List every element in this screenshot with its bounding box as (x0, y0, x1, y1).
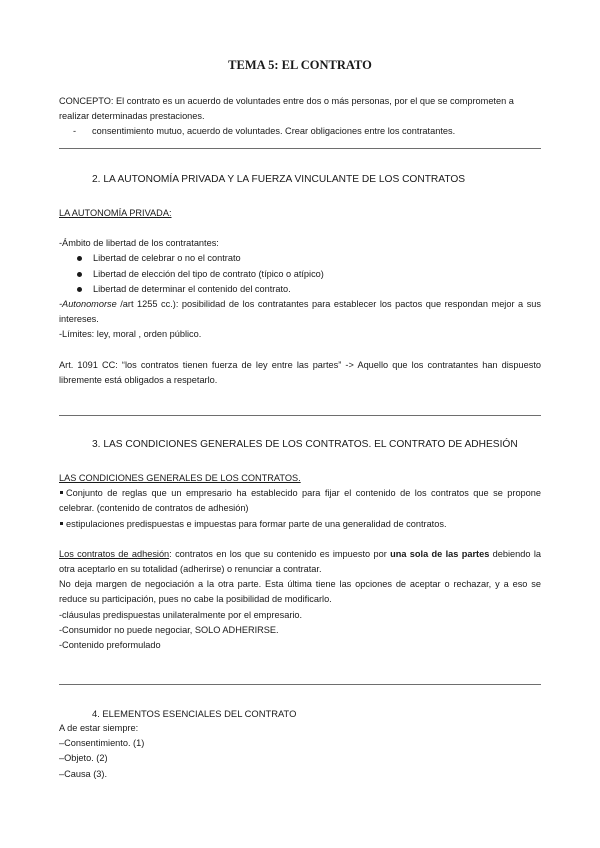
section-3-heading: 3. LAS CONDICIONES GENERALES DE LOS CONTRATOS. EL CONTRATO DE ADHESIÓN (92, 439, 518, 450)
divider-3 (59, 684, 541, 685)
section-2-subheading: LA AUTONOMÍA PRIVADA: (59, 208, 172, 218)
list-item: Libertad de celebrar o no el contrato (59, 251, 541, 266)
section-4-body (59, 721, 541, 782)
ambito-line: -Ámbito de libertad de los contratantes: (59, 238, 219, 249)
consumidor-line: -Consumidor no puede negociar, SOLO ADHERIRSE. (59, 624, 279, 635)
adhesion-term: Los contratos de adhesión (59, 548, 170, 559)
section-3-subheading: LAS CONDICIONES GENERALES DE LOS CONTRATOS. (59, 473, 301, 483)
elemento-item: –Causa (3). (59, 768, 108, 779)
bullet-icon (77, 272, 82, 277)
divider-2 (59, 415, 541, 416)
page-title: TEMA 5: EL CONTRATO (228, 58, 372, 72)
concepto-paragraph: CONCEPTO: El contrato es un acuerdo de voluntades entre dos o más personas, por el que se comprometen a realizar determinadas prestaciones. (59, 96, 514, 122)
square-bullet-icon (60, 522, 63, 525)
list-item: Libertad de elección del tipo de contrato (típico o atípico) (59, 267, 541, 282)
elemento-item: –Consentimiento. (1) (59, 738, 145, 749)
section-4-intro: A de estar siempre: (59, 723, 139, 733)
dash-marker: - (73, 126, 77, 137)
bullet-icon (77, 256, 82, 261)
dash-item-text: consentimiento mutuo, acuerdo de voluntades. Crear obligaciones entre los contratantes. (92, 126, 456, 137)
section-2-body (59, 206, 541, 388)
concepto-dash-item (59, 124, 541, 139)
autonomorse-term: -Autonomorse (59, 299, 117, 310)
elemento-item: –Objeto. (2) (59, 753, 108, 764)
section-3-body (59, 471, 541, 653)
art-1091-paragraph: Art. 1091 CC: “los contratos tienen fuerza de ley entre las partes” -> Aquello que los contratantes han dispuesto libremente está obligados a respetarlo. (59, 359, 541, 385)
margen-paragraph: No deja margen de negociación a la otra parte. Esta última tiene las opciones de aceptar o rechazar, y a eso se reduce su participación, pues no cabe la posibilidad de modificarlo. (59, 579, 541, 605)
condiciones-bullet-1: Conjunto de reglas que un empresario ha establecido para fijar el contenido de los contratos que se propone celebrar. (contenido de contratos de adhesión) (59, 488, 541, 514)
section-2-heading: 2. LA AUTONOMÍA PRIVADA Y LA FUERZA VINCULANTE DE LOS CONTRATOS (92, 174, 466, 185)
adhesion-emphasis: una sola de las partes (390, 548, 490, 559)
limites-line: -Límites: ley, moral , orden público. (59, 329, 202, 340)
list-item: Libertad de determinar el contenido del contrato. (59, 282, 541, 297)
contenido-line: -Contenido preformulado (59, 640, 161, 651)
square-bullet-icon (60, 491, 63, 494)
clausulas-line: -cláusulas predispuestas unilateralmente por el empresario. (59, 609, 303, 620)
concepto-block (59, 94, 541, 140)
autonomorse-paragraph: -Autonomorse /art 1255 cc.): posibilidad de los contratantes para establecer los pactos que respondan mejor a sus intereses. (59, 299, 541, 325)
adhesion-paragraph: Los contratos de adhesión: contratos en los que su contenido es impuesto por una sola de las partes debiendo la otra aceptarlo en su totalidad (adherirse) o renunciar a contratar. (59, 548, 541, 575)
section-4-heading: 4. ELEMENTOS ESENCIALES DEL CONTRATO (92, 708, 297, 719)
condiciones-bullet-2: estipulaciones predispuestas e impuestas para formar parte de una generalidad de contratos. (59, 517, 541, 532)
divider-1 (59, 148, 541, 149)
bullet-icon (77, 287, 82, 292)
libertad-list (59, 251, 541, 297)
